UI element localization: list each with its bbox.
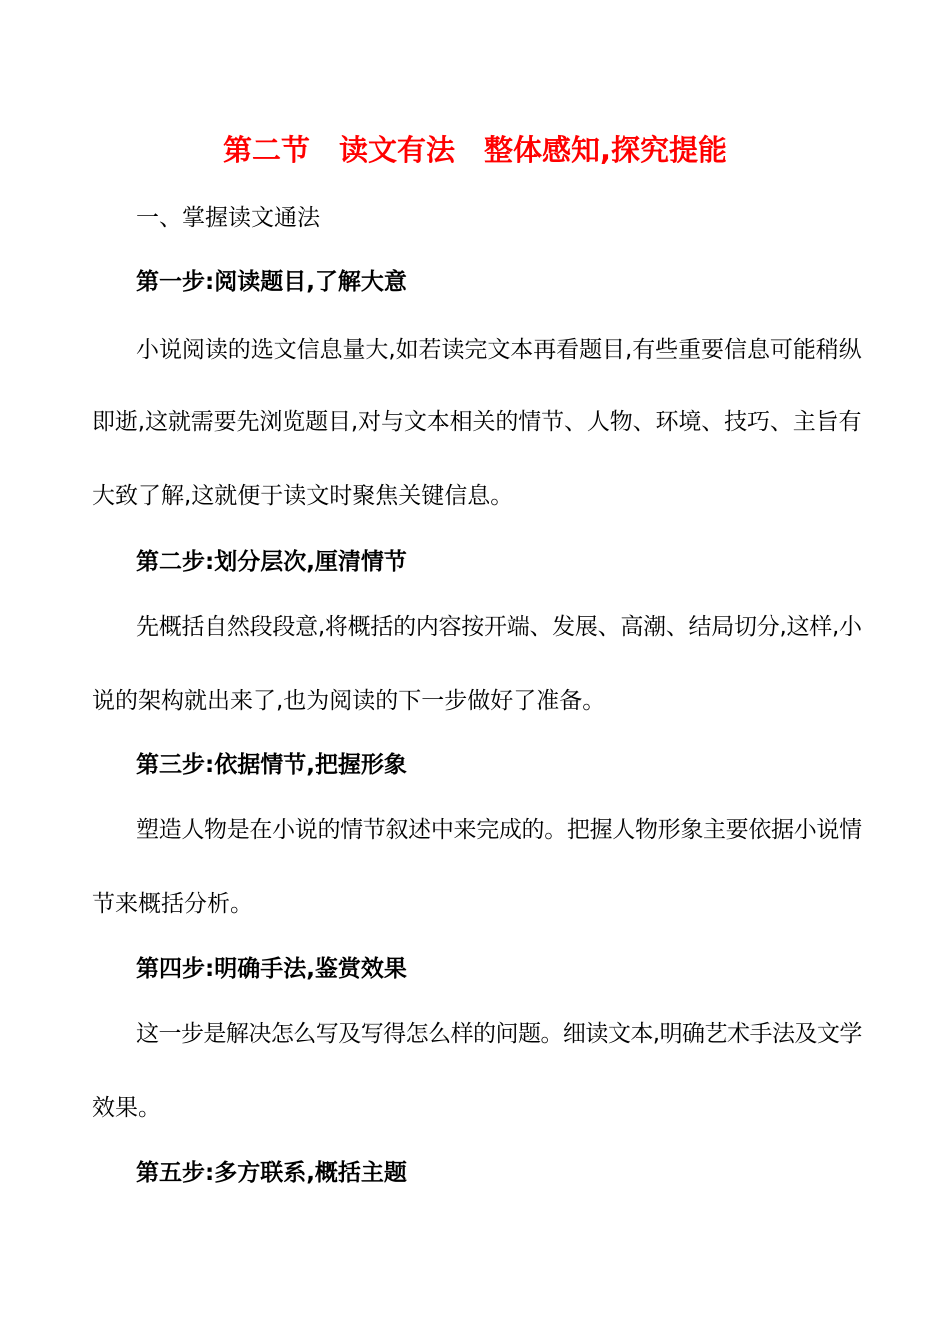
step1-line-3: 大致了解,这就便于读文时聚焦关键信息。 bbox=[92, 483, 514, 509]
step4-heading: 第四步:明确手法,鉴赏效果 bbox=[136, 956, 407, 982]
step4-line-1: 这一步是解决怎么写及写得怎么样的问题。细读文本,明确艺术手法及文学 bbox=[136, 1021, 862, 1047]
step1-heading: 第一步:阅读题目,了解大意 bbox=[136, 269, 407, 295]
section-heading: 一、掌握读文通法 bbox=[136, 205, 320, 231]
step3-line-1: 塑造人物是在小说的情节叙述中来完成的。把握人物形象主要依据小说情 bbox=[136, 817, 862, 843]
step4-line-2: 效果。 bbox=[92, 1095, 161, 1121]
step3-line-2: 节来概括分析。 bbox=[92, 891, 253, 917]
step5-heading: 第五步:多方联系,概括主题 bbox=[136, 1160, 407, 1186]
step2-heading: 第二步:划分层次,厘清情节 bbox=[136, 549, 407, 575]
step2-line-2: 说的架构就出来了,也为阅读的下一步做好了准备。 bbox=[92, 688, 606, 714]
page-title: 第二节 读文有法 整体感知,探究提能 bbox=[222, 133, 728, 167]
step2-line-1: 先概括自然段段意,将概括的内容按开端、发展、高潮、结局切分,这样,小 bbox=[136, 614, 862, 640]
step3-heading: 第三步:依据情节,把握形象 bbox=[136, 752, 407, 778]
step1-line-2: 即逝,这就需要先浏览题目,对与文本相关的情节、人物、环境、技巧、主旨有 bbox=[92, 409, 862, 435]
step1-line-1: 小说阅读的选文信息量大,如若读完文本再看题目,有些重要信息可能稍纵 bbox=[136, 337, 862, 363]
